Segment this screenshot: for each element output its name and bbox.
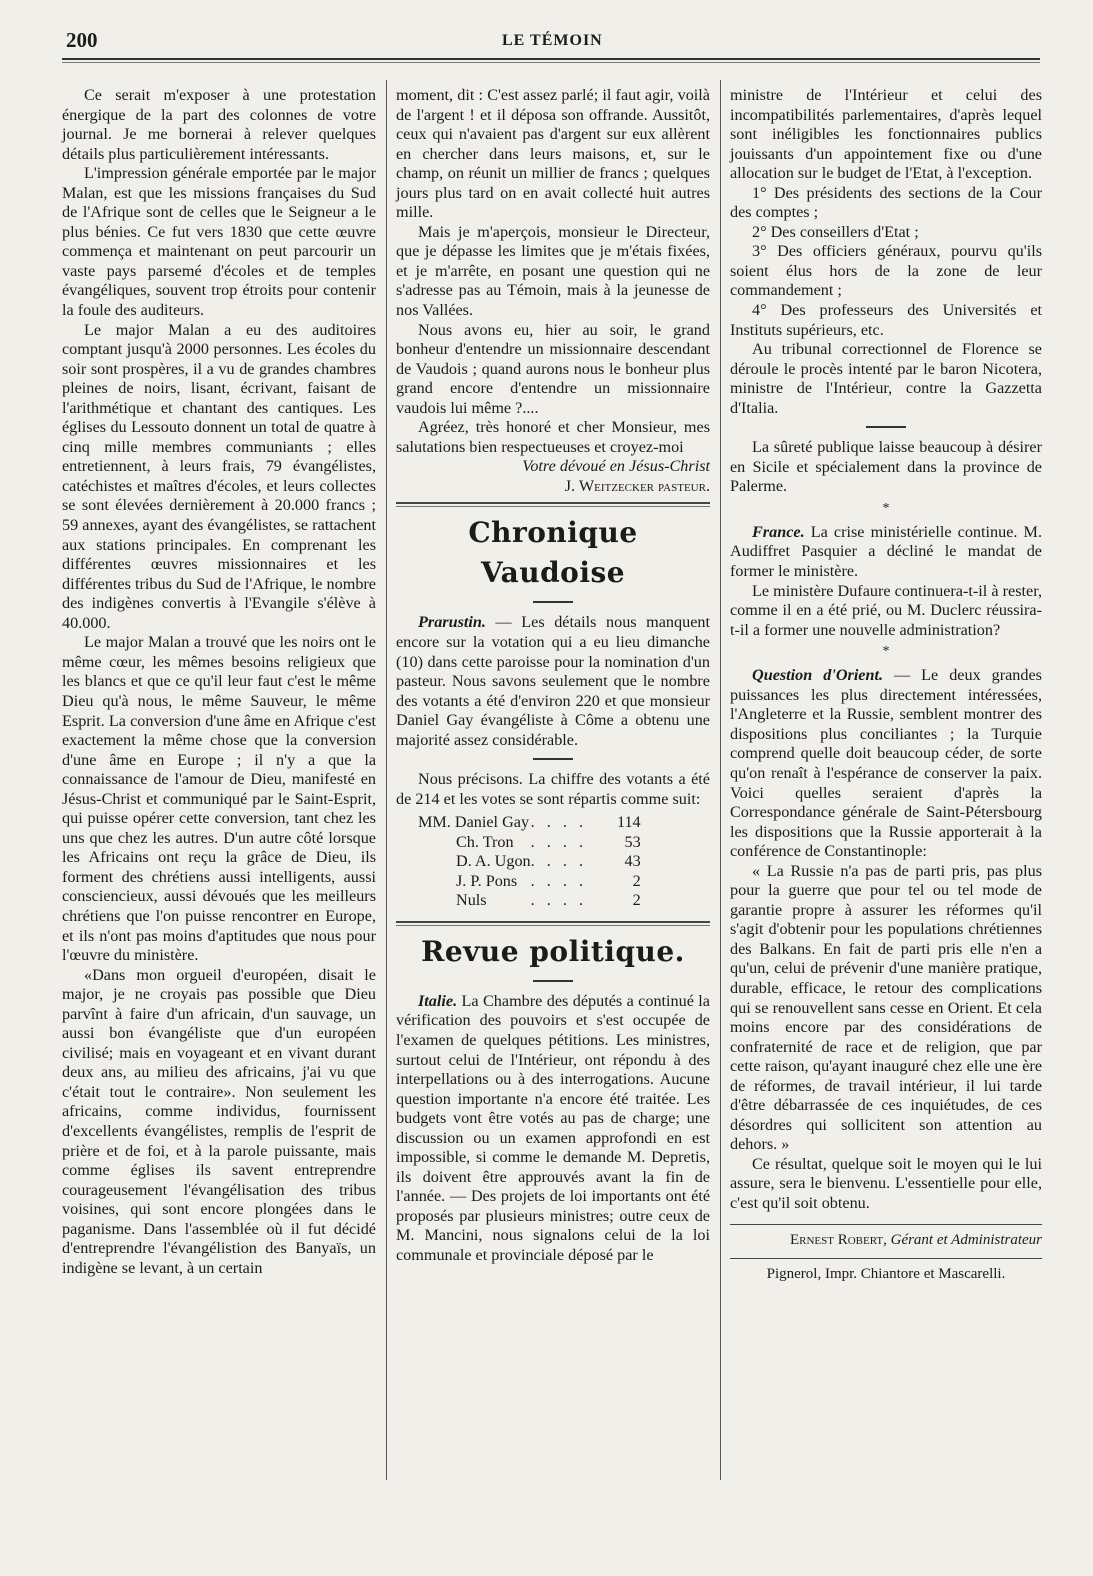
column-divider bbox=[386, 80, 387, 1480]
header-rule-thin bbox=[62, 62, 1040, 63]
candidate-name: Nuls bbox=[456, 891, 487, 910]
paragraph: moment, dit : C'est assez parlé; il faut agir, voilà de l'argent ! et il déposa son offrande. Aussitôt, ceux qui n'avaient pas d'argent sur eux allèrent en chercher dans leurs maisons, et, sur le champ, on réunit un millier de francs ; quelques jours plus tard on en avait collecté huit autres mille. bbox=[396, 86, 710, 222]
vote-count: 2 bbox=[632, 891, 641, 910]
vote-count: 114 bbox=[616, 813, 641, 832]
paragraph: « La Russie n'a pas de parti pris, pas plus pour la guerre que pour tel ou tel mode de garantie propre à assurer les réformes qu'il s'agit d'obtenir pour les populations chrétiennes des Balkans. En fait de parti pris elle n'en a qu'un, celui de prévenir d'une manière pratique, durable, efficace, le retour des complications qui se renouvellent sans cesse en Orient. Et cela moins encore par des considérations de confraternité de race et de religion, que par cette raison, qu'ayant inauguré chez elle une ère de réformes, de travail intérieur, il lui tarde d'être débarrassée de ces inquiétudes, de ces désordres qui sollicitent son attention au dehors. » bbox=[730, 861, 1042, 1154]
table-row: Ch. Tron . . . . 53 bbox=[418, 833, 641, 853]
table-row: MM. Daniel Gay . . . . 114 bbox=[418, 813, 641, 832]
vote-count: 2 bbox=[632, 871, 641, 890]
table-row: Nuls . . . . 2 bbox=[418, 891, 641, 911]
list-item: 1° Des présidents des sections de la Cour des comptes ; bbox=[730, 183, 1042, 222]
table-row: D. A. Ugon . . . . 43 bbox=[418, 852, 641, 872]
footer-rule bbox=[730, 1258, 1042, 1259]
paragraph: Au tribunal correctionnel de Florence se déroule le procès intenté par le baron Nicotera, ministre de l'Intérieur, contre la Gazzetta d'Italia. bbox=[730, 340, 1042, 417]
star-separator: * bbox=[882, 500, 890, 516]
paragraph: Ce résultat, quelque soit le moyen qui le lui assure, sera le bienvenu. L'essentielle pour elle, c'est qu'il soit obtenu. bbox=[730, 1154, 1042, 1212]
header-rule bbox=[62, 58, 1040, 60]
paragraph: Le ministère Dufaure continuera-t-il à rester, comme il en a été prié, ou M. Duclerc réussira-t-il a former une nouvelle administration? bbox=[730, 581, 1042, 639]
footer-rule bbox=[730, 1224, 1042, 1225]
column-3 bbox=[730, 86, 1042, 1285]
paragraph: Le major Malan a eu des auditoires comptant jusqu'à 2000 personnes. Les écoles du soir sont prospères, il a vu de grandes chambres pleines de noirs, lisant, écrivant, faisant de l'arithmétique et chantant des cantiques. Les églises du Lessouto donnent un total de quatre à cinq mille membres communiants ; elles entretiennent, à leurs frais, 79 évangélistes, catéchistes et maîtres d'écoles, et leurs collectes se sont élevées dernièrement à 20.000 francs ; 59 annexes, ayant des évangélistes, se rattachent aux stations principales. En comprenant les différentes œuvres missionnaires et les différentes tribus du Sud de l'Afrique, le nombre des indigènes convertis à l'Evangile s'élève à 40.000. bbox=[62, 320, 376, 632]
publisher-role: Gérant et Administrateur bbox=[886, 1231, 1042, 1248]
paragraph: «Dans mon orgueil d'européen, disait le major, je ne croyais pas possible que Dieu parvînt à faire d'un africain, d'un sauvage, un aussi bon évangéliste que d'un européen civilisé; mais en voyageant et en vivant durant deux ans, au milieu des africains, j'ai vu que c'était tout le contraire». Non seulement les africains, comme individus, fournissent d'excellents évangélistes, remplis de l'esprit de prière et de foi, et à la parole puissante, mais comme églises ils savent entreprendre courageusement l'évangélisation des tribus voisines, qui sont encore plongées dans le paganisme. Dans l'assemblée où il fut décidé d'entreprendre l'évangélistion des Banyaïs, un indigène se levant, à un certain bbox=[62, 965, 376, 1277]
paragraph: ministre de l'Intérieur et celui des incompatibilités parlementaires, d'après lequel sont inéligibles les fonctionnaires publics jouissants d'un appointement fixe ou d'une allocation sur le budget de l'Etat, à l'exception. bbox=[730, 86, 1042, 183]
paragraph: Ce serait m'exposer à une protestation énergique de la part des colonnes de votre journal. Je me bornerai à relever quelques détails plus particulièrement intéressants. bbox=[62, 86, 376, 163]
section-title-chronique: Chronique Vaudoise bbox=[468, 516, 638, 590]
news-item-orient bbox=[730, 666, 1042, 861]
publisher-name: Ernest Robert, bbox=[789, 1231, 887, 1248]
place-lead: Italie. bbox=[418, 991, 458, 1010]
item-text: — Les détails nous manquent encore sur la votation qui a eu lieu dimanche (10) dans cette paroisse pour la nomination d'un pasteur. Nous savons seulement que le nombre des votants a été d'environ 220 et que monsieur Daniel Gay évangéliste à Côme a obtenu une majorité assez considérable. bbox=[396, 613, 710, 749]
news-item-france bbox=[730, 523, 1042, 582]
section-title-revue: Revue politique. bbox=[421, 934, 685, 968]
printer-imprint: Pignerol, Impr. Chiantore et Mascarelli. bbox=[766, 1266, 1006, 1283]
publisher-signature bbox=[730, 1231, 1042, 1251]
list-item: 3° Des officiers généraux, pourvu qu'ils soient élus hors de la zone de leur commandement ; bbox=[730, 242, 1042, 300]
section-rule-thin bbox=[396, 506, 710, 507]
item-text: La Chambre des députés a continué la vérification des pouvoirs et s'est occupée de l'examen de quelques pétitions. Les ministres, surtout celui de l'Intérieur, ont répondu à des interpellations ou à des interrogations. Aucune question importante n'a encore été traitée. Les budgets vont être votés au pas de charge; une discussion ou un examen approfondi en est impossible, si comme le demande M. Depretis, ils doivent être approuvés avant la fin de l'année. — Des projets de loi importants ont été proposés par plusieurs ministres; outre ceux de M. Mancini, nous signalons celui de la loi communale et provinciale déposé par le bbox=[396, 991, 710, 1265]
page-header bbox=[62, 26, 1032, 56]
section-rule bbox=[396, 921, 710, 923]
table-row: J. P. Pons . . . . 2 bbox=[418, 872, 641, 892]
paragraph: Mais je m'aperçois, monsieur le Directeur, que je dépasse les limites que je m'étais fixées, et je m'arrête, en posant une question qui ne s'adresse pas au Témoin, mais à la jeunesse de nos Vallées. bbox=[396, 222, 710, 320]
star-separator: * bbox=[882, 644, 890, 660]
paragraph: Agréez, très honoré et cher Monsieur, mes salutations bien respectueuses et croyez-moi bbox=[396, 418, 710, 456]
paragraph: Le major Malan a trouvé que les noirs ont le même cœur, les mêmes besoins religieux que les blancs et que ce qu'il leur faut c'est le même Dieu qu'à nous, le même Sauveur, le même Esprit. La conversion d'une âme en Afrique c'est exactement la même chose que la conversion d'une âme en Europe ; il n'y a que la connaissance de l'amour de Dieu, manifesté en Jésus-Christ et communiqué par le Saint-Esprit, qui puisse opérer cette conversion, tant chez les uns que chez les autres. D'un autre côté lorsque les Africains ont reçu la grâce de Dieu, ils forment des chrétiens aussi intelligents, aussi consciencieux, aussi dévoués que les meilleurs chrétiens que l'on puisse rencontrer en Europe, et ils n'ont pas moins d'aptitudes que nous pour l'œuvre du ministère. bbox=[62, 633, 376, 965]
candidate-name: J. P. Pons bbox=[456, 871, 518, 890]
column-divider bbox=[720, 80, 721, 1480]
vote-count: 43 bbox=[624, 852, 641, 871]
paragraph: Nous précisons. La chiffre des votants a été de 214 et les votes se sont répartis comme suit: bbox=[396, 770, 710, 808]
vote-count: 53 bbox=[624, 832, 641, 851]
item-dash bbox=[866, 426, 906, 428]
title-dash bbox=[533, 980, 573, 982]
news-item-italie bbox=[396, 992, 710, 1266]
item-text: — Le deux grandes puissances les plus directement intéressées, l'Angleterre et la Russie, semblent montrer des dispositions plus conciliantes ; la Turquie comprend quelle doit beaucoup céder, de sorte qu'on renaît à l'espérance de conserver la paix. Voici quelles seraient d'après la Correspondance générale de Saint-Pétersbourg les dispositions que la Russie apporterait à la conférence de Constantinople: bbox=[730, 666, 1042, 861]
item-dash bbox=[533, 758, 573, 760]
paragraph: Nous avons eu, hier au soir, le grand bonheur d'entendre un missionnaire descendant de Vaudois ; quand aurons nous le bonheur plus grand encore d'entendre un missionnaire vaudois lui même ?.... bbox=[396, 320, 710, 417]
page-number: 200 bbox=[66, 28, 98, 52]
candidate-name: D. A. Ugon bbox=[456, 852, 531, 871]
letter-signature: J. Weitzecker pasteur. bbox=[564, 476, 710, 495]
section-rule-thin bbox=[396, 925, 710, 926]
title-dash bbox=[533, 601, 573, 603]
column-2 bbox=[396, 86, 710, 1266]
place-lead: Prarustin. bbox=[418, 613, 486, 632]
news-item-prarustin bbox=[396, 613, 710, 750]
candidate-name: MM. Daniel Gay bbox=[418, 813, 530, 832]
letter-closing: Votre dévoué en Jésus-Christ bbox=[522, 457, 710, 476]
item-text: La crise ministérielle continue. M. Audiffret Pasquier a décliné le mandat de former le ministère. bbox=[730, 522, 1042, 581]
paragraph: La sûreté publique laisse beaucoup à désirer en Sicile et spécialement dans la province de Palerme. bbox=[730, 438, 1042, 496]
list-item: 2° Des conseillers d'Etat ; bbox=[752, 222, 919, 241]
list-item: 4° Des professeurs des Universités et Instituts supérieurs, etc. bbox=[730, 301, 1042, 339]
place-lead: Question d'Orient. bbox=[752, 666, 884, 685]
place-lead: France. bbox=[752, 522, 805, 541]
paragraph: L'impression générale emportée par le major Malan, est que les missions françaises du Sud de l'Afrique sont de celles que le Seigneur a le plus bénies. Ce fut vers 1830 que cette œuvre commença et maintenant on peut parcourir un vaste pays parsemé d'écoles et de temples évangéliques, souvent trop étroits pour contenir la foule des auditeurs. bbox=[62, 164, 376, 320]
column-1 bbox=[62, 86, 376, 1278]
running-title: LE TÉMOIN bbox=[502, 32, 603, 49]
section-rule bbox=[396, 502, 710, 504]
candidate-name: Ch. Tron bbox=[456, 832, 514, 851]
votes-table bbox=[418, 813, 641, 911]
